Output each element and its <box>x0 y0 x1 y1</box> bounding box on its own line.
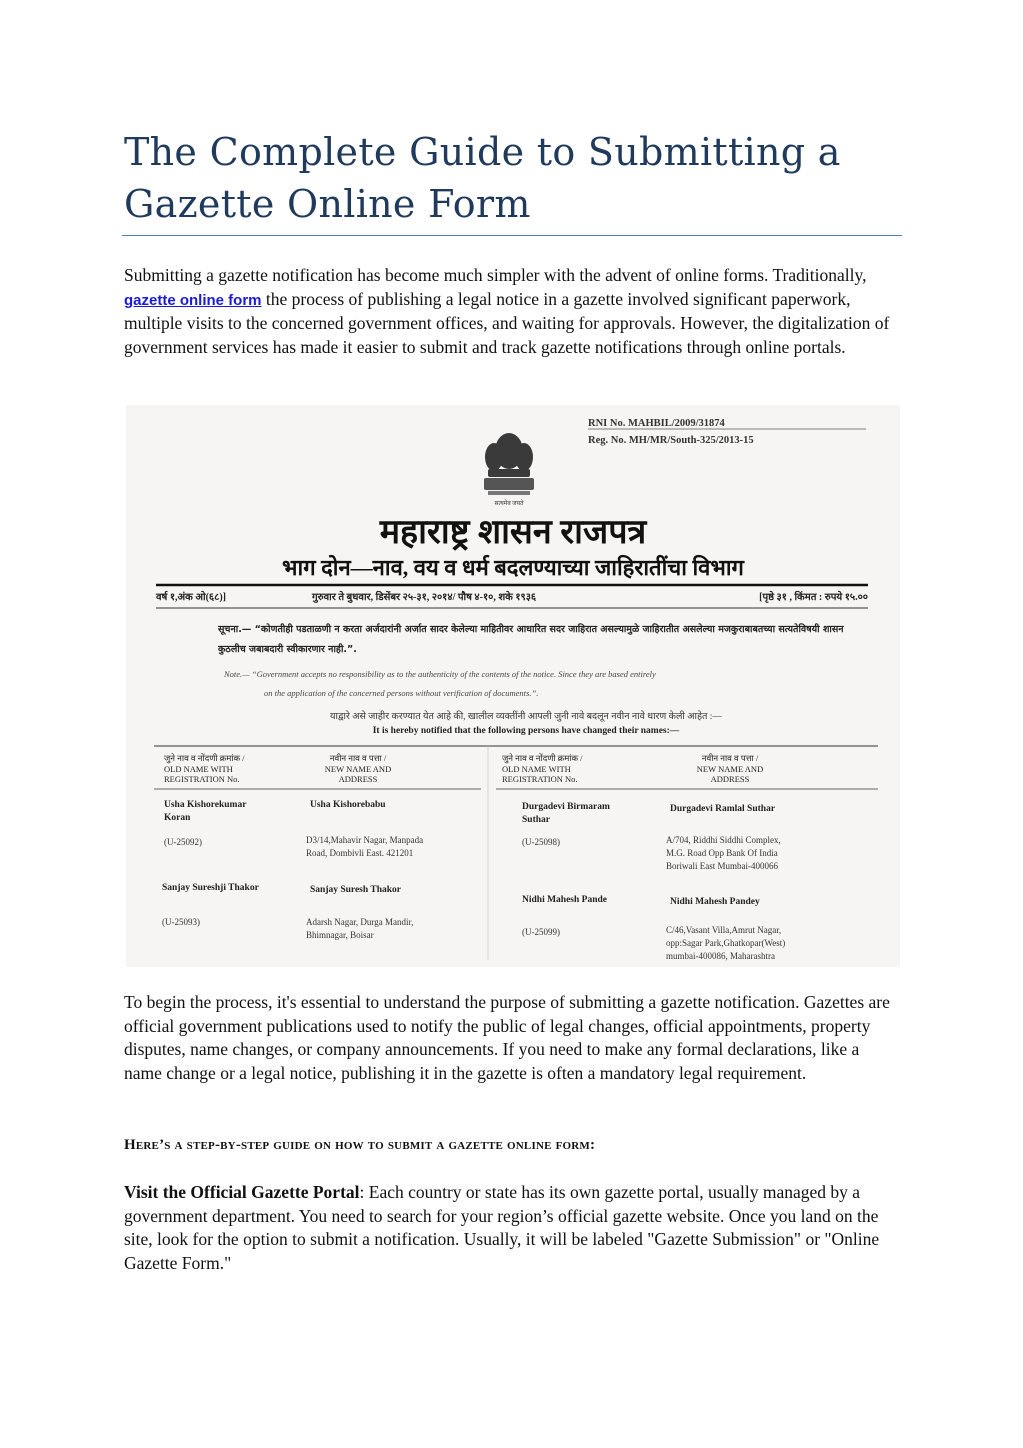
svg-text:REGISTRATION No.: REGISTRATION No. <box>502 774 578 784</box>
gazette-notice-marathi: सूचना.— “कोणतीही पडताळणी न करता अर्जदारांनी अर्जात सादर केलेल्या माहितीवर आधारित सदर जाहिरात असल्यामुळे जाहिरातीत असलेल्या मजकुराबाबतच्या सत्यतेविषयी शासन कुठलीच जबाबदारी स्वीकारणार नाही.”. <box>218 624 844 655</box>
svg-text:Sanjay Sureshji Thakor: Sanjay Sureshji Thakor <box>162 883 259 893</box>
svg-text:REGISTRATION No.: REGISTRATION No. <box>164 774 240 784</box>
svg-text:D3/14,Mahavir Nagar, Manpada: D3/14,Mahavir Nagar, Manpada <box>306 835 424 845</box>
svg-text:Koran: Koran <box>164 813 191 823</box>
svg-text:Adarsh Nagar, Durga Mandir,: Adarsh Nagar, Durga Mandir, <box>306 917 414 927</box>
svg-text:(U-25092): (U-25092) <box>164 837 202 847</box>
svg-text:Durgadevi Birmaram: Durgadevi Birmaram <box>522 802 610 812</box>
gazette-note-en-line2: on the application of the concerned persons without verification of documents.”. <box>264 688 539 698</box>
gazette-hereby-marathi: याद्वारे असे जाहीर करण्यात येत आहे की, खालील व्यक्तींनी आपली जुनी नावे बदलून नवीन नावे धारण केली आहेत :— <box>330 712 722 722</box>
step-1-paragraph <box>124 1181 894 1275</box>
gazette-issue-left: वर्ष १,अंक ओ(६८)] <box>156 592 226 603</box>
svg-text:नवीन नाव व पत्ता /: नवीन नाव व पत्ता / <box>329 753 387 763</box>
svg-text:Nidhi Mahesh Pandey: Nidhi Mahesh Pandey <box>670 897 760 907</box>
intro-text-after-link: the process of publishing a legal notice in a gazette involved significant paperwork, multiple visits to the concerned government offices, and waiting for approvals. However, the digitalization of government services has made it easier to submit and track gazette notifications through online portals. <box>124 288 890 357</box>
svg-text:जुने नाव व नोंदणी क्रमांक /: जुने नाव व नोंदणी क्रमांक / <box>502 753 583 763</box>
svg-text:Road, Dombivli East. 421201: Road, Dombivli East. 421201 <box>306 848 414 858</box>
article-title: The Complete Guide to Submitting a Gazette Online Form <box>124 130 841 226</box>
svg-text:opp:Sagar Park,Ghatkopar(West): opp:Sagar Park,Ghatkopar(West) <box>666 938 786 948</box>
svg-text:NEW NAME AND: NEW NAME AND <box>324 764 392 774</box>
gazette-issue-right: [पृष्ठे ३१ , किंमत : रुपये १५.०० <box>759 592 868 603</box>
gazette-scan-image <box>126 405 900 967</box>
gazette-subhead: भाग दोन—नाव, वय व धर्म बदलण्याच्या जाहिरातींचा विभाग <box>282 555 744 580</box>
svg-text:NEW NAME AND: NEW NAME AND <box>696 764 764 774</box>
svg-text:OLD NAME WITH: OLD NAME WITH <box>502 764 571 774</box>
gazette-hereby-english: It is hereby notified that the following persons have changed their names:— <box>372 726 680 736</box>
svg-text:Bhimnagar, Boisar: Bhimnagar, Boisar <box>306 930 374 940</box>
step-1-text: : Each country or state has its own gazette portal, usually managed by a government department. You need to search for your region’s official gazette website. Once you land on the site, look for the option to submit a notification. Usually, it will be labeled "Gazette Submission" or "Online Gazette Form." <box>124 1182 880 1273</box>
svg-text:mumbai-400086, Maharashtra: mumbai-400086, Maharashtra <box>666 951 775 961</box>
gazette-note-en-line1: Note.— “Government accepts no responsibility as to the authenticity of the contents of the notice. Since they are based entirely <box>224 669 656 679</box>
svg-text:Sanjay Suresh Thakor: Sanjay Suresh Thakor <box>310 885 401 895</box>
svg-text:M.G. Road Opp Bank Of India: M.G. Road Opp Bank Of India <box>666 848 778 858</box>
svg-text:नवीन नाव व पत्ता /: नवीन नाव व पत्ता / <box>701 753 759 763</box>
step-1-label: Visit the Official Gazette Portal <box>124 1182 360 1202</box>
gazette-online-form-link[interactable]: gazette online form <box>124 291 262 309</box>
gazette-issue-mid: गुरुवार ते बुधवार, डिसेंबर २५-३१, २०१४/ पौष ४-१०, शके १९३६ <box>312 592 537 603</box>
intro-text-before-link: Submitting a gazette notification has become much simpler with the advent of online forms. Traditionally, <box>124 265 867 285</box>
svg-text:ADDRESS: ADDRESS <box>710 774 750 784</box>
svg-text:Nidhi Mahesh Pande: Nidhi Mahesh Pande <box>522 895 607 905</box>
svg-text:(U-25099): (U-25099) <box>522 927 560 937</box>
svg-text:Durgadevi Ramlal Suthar: Durgadevi Ramlal Suthar <box>670 804 776 814</box>
svg-text:Usha Kishorebabu: Usha Kishorebabu <box>310 800 386 810</box>
svg-text:(U-25098): (U-25098) <box>522 837 560 847</box>
svg-text:(U-25093): (U-25093) <box>162 917 200 927</box>
svg-text:ADDRESS: ADDRESS <box>338 774 378 784</box>
title-divider <box>122 235 902 236</box>
svg-text:जुने नाव व नोंदणी क्रमांक /: जुने नाव व नोंदणी क्रमांक / <box>164 753 245 763</box>
steps-heading: Here’s a step-by-step guide on how to submit a gazette online form: <box>124 1137 596 1153</box>
svg-text:C/46,Vasant Villa,Amrut Nagar,: C/46,Vasant Villa,Amrut Nagar, <box>666 925 782 935</box>
intro-paragraph <box>124 264 894 359</box>
gazette-masthead: महाराष्ट्र शासन राजपत्र <box>379 514 647 551</box>
purpose-paragraph: To begin the process, it's essential to understand the purpose of submitting a gazette notification. Gazettes are official government publications used to notify the public of legal changes, official appointments, property disputes, name changes, or company announcements. If you need to make any formal declarations, like a name change or a legal notice, publishing it in the gazette is often a mandatory legal requirement. <box>124 992 890 1083</box>
svg-text:Suthar: Suthar <box>522 815 550 825</box>
svg-text:A/704, Riddhi Siddhi Complex,: A/704, Riddhi Siddhi Complex, <box>666 835 781 845</box>
gazette-rni: RNI No. MAHBIL/2009/31874 <box>588 418 725 429</box>
emblem-motto: सत्यमेव जयते <box>494 501 524 507</box>
gazette-reg: Reg. No. MH/MR/South-325/2013-15 <box>588 435 754 446</box>
svg-text:Usha Kishorekumar: Usha Kishorekumar <box>164 800 247 810</box>
svg-text:Boriwali East Mumbai-400066: Boriwali East Mumbai-400066 <box>666 861 778 871</box>
svg-text:OLD NAME WITH: OLD NAME WITH <box>164 764 233 774</box>
